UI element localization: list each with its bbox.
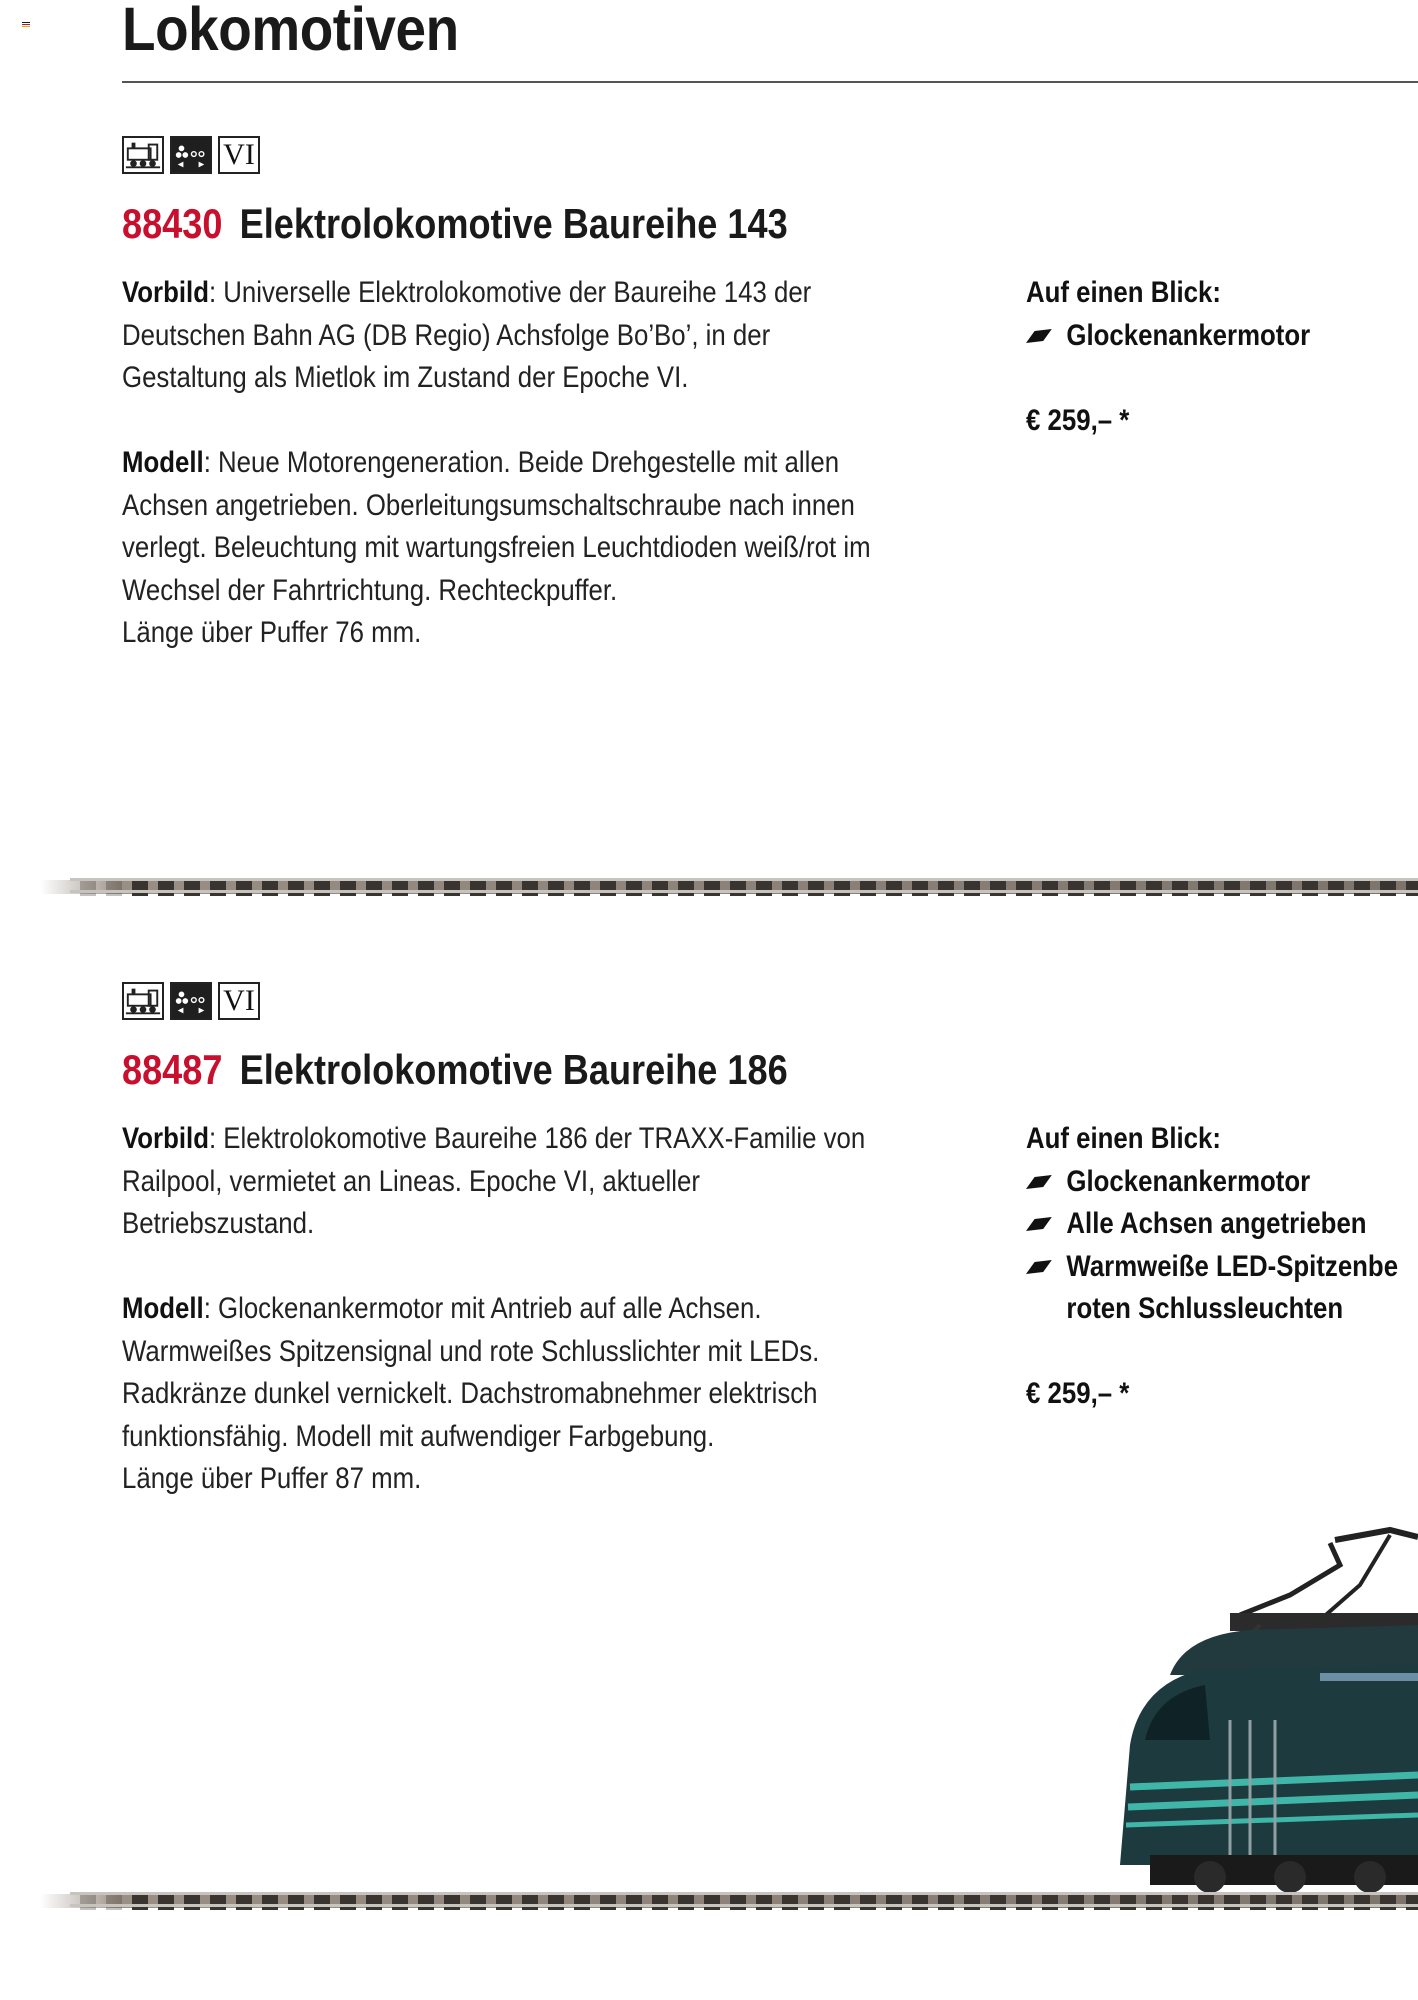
epoch-icon: VI <box>218 136 260 174</box>
product-name: Elektrolokomotive Baureihe 143 <box>239 200 788 247</box>
modell-label: Modell <box>122 1292 204 1325</box>
feature-item: Glockenankermotor <box>1026 1161 1418 1204</box>
feature-list <box>1026 1161 1418 1331</box>
vorbild-text: : Universelle Elektrolokomotive der Baureihe 143 der Deutschen Bahn AG (DB Regio) Achsfolge Bo’Bo’, in der Gestaltung als Mietlok im Zustand der Epoche VI. <box>122 276 812 394</box>
modell-paragraph <box>122 442 896 612</box>
feature-item: Glockenankermotor <box>1026 315 1418 358</box>
vorbild-label: Vorbild <box>122 276 209 309</box>
steam-loco-icon <box>122 136 164 174</box>
arrow-bullet-icon <box>1026 329 1052 343</box>
epoch-icon: VI <box>218 982 260 1020</box>
product-icons <box>122 136 260 176</box>
vorbild-label: Vorbild <box>122 1122 209 1155</box>
length-text: Länge über Puffer 87 mm. <box>122 1462 422 1495</box>
title-divider <box>122 81 1418 83</box>
track-divider <box>40 1884 1418 1914</box>
vorbild-paragraph <box>122 1118 896 1246</box>
feature-item: Warmweiße LED-Spitzenbe <box>1026 1246 1418 1289</box>
product-name: Elektrolokomotive Baureihe 186 <box>239 1046 788 1093</box>
modell-label: Modell <box>122 446 204 479</box>
modell-paragraph <box>122 1288 896 1458</box>
product-icons <box>122 982 260 1022</box>
length-text: Länge über Puffer 76 mm. <box>122 616 422 649</box>
arrow-bullet-icon <box>1026 1260 1052 1274</box>
article-number: 88487 <box>122 1046 223 1093</box>
feature-item: Alle Achsen angetrieben <box>1026 1203 1418 1246</box>
modell-text: : Neue Motorengeneration. Beide Drehgestelle mit allen Achsen angetrieben. Oberleitungsumschaltschraube nach innen verlegt. Beleuchtung mit wartungsfreien Leuchtdioden weiß/rot im Wechsel der Fahrtrichtung. Rechteckpuffer. <box>122 446 871 607</box>
vorbild-paragraph <box>122 272 896 400</box>
product-description <box>122 272 896 655</box>
article-number: 88430 <box>122 200 223 247</box>
glance-title: Auf einen Blick: <box>1026 1122 1221 1155</box>
page-title: Lokomotiven <box>122 0 459 63</box>
feature-list <box>1026 315 1418 358</box>
price: € 259,– * <box>1026 1377 1130 1410</box>
price: € 259,– * <box>1026 403 1130 437</box>
modell-text: : Glockenankermotor mit Antrieb auf alle Achsen. Warmweißes Spitzensignal und rote Schlusslichter mit LEDs. Radkränze dunkel vernickelt. Dachstromabnehmer elektrisch funktionsfähig. Modell mit aufwendiger Farbgebung. <box>122 1292 820 1453</box>
product-heading <box>122 1046 788 1094</box>
product-description <box>122 1118 896 1501</box>
arrow-bullet-icon <box>1026 1175 1052 1189</box>
feature-item-continued: roten Schlussleuchten <box>1066 1292 1344 1325</box>
locomotive-image <box>1090 1525 1418 1895</box>
product-heading <box>122 200 788 248</box>
digital-signal-icon <box>170 136 212 174</box>
arrow-bullet-icon <box>1026 1217 1052 1231</box>
digital-signal-icon <box>170 982 212 1020</box>
glance-title: Auf einen Blick: <box>1026 276 1221 309</box>
corner-flag-mark <box>22 22 30 27</box>
at-a-glance <box>1026 1118 1418 1446</box>
steam-loco-icon <box>122 982 164 1020</box>
at-a-glance <box>1026 272 1418 472</box>
track-divider <box>40 870 1418 900</box>
vorbild-text: : Elektrolokomotive Baureihe 186 der TRAXX-Familie von Railpool, vermietet an Lineas. Epoche VI, aktueller Betriebszustand. <box>122 1122 866 1240</box>
